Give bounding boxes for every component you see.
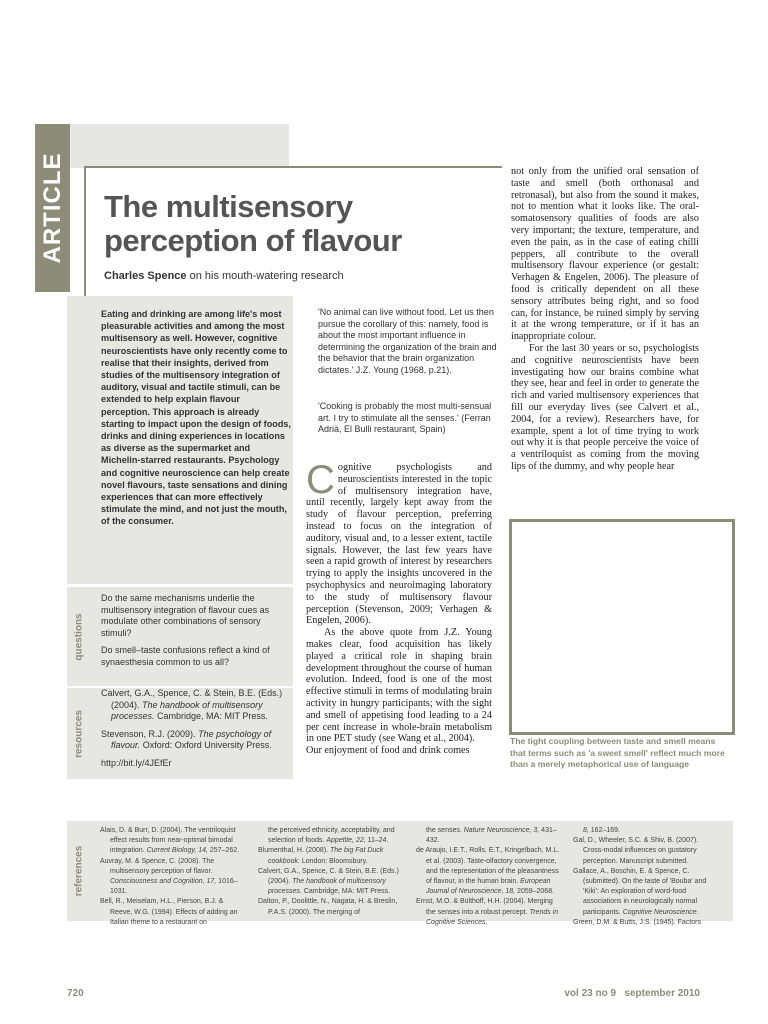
body-paragraph: For the last 30 years or so, psychologists and cognitive neuroscientists have been investigating how our brains combine what they see, hear and feel in order to generate the rich and varied multisensory experiences that fill our everyday lives (see Calvert et al., 2004, for a review). Researchers have, for example, spent a lot of time trying to work out why it is that people perceive the voice of a ventriloquist as coming from the moving lips of the dummy, and why people hear (511, 342, 699, 472)
image-caption: The tight coupling between taste and smell means that terms such as 'a sweet smell' reflect much more than a merely metaphorical use of language (510, 736, 725, 769)
resource-link[interactable]: http://bit.ly/4JEfEr (101, 757, 172, 768)
reference-item: Green, D.M. & Butts, J.S. (1945). Factors (573, 918, 701, 926)
reference-item: the senses. Nature Neuroscience, 3, 431–432. (426, 827, 557, 845)
body-paragraph: not only from the unified oral sensation of taste and smell (both orthonasal and retronasal), but also from the sound it makes, not to mention what it looks like. The oral-somatosensory qualities of foods are also very important; the texture, temperature, and even the pain, as in the case of eating chilli peppers, all contribute to the overall multisensory flavour experience (or gestalt: Verhagen & Engelen, 2006). The pleasure of food is critically dependent on all these sensory attributes being right, and so food can, for instance, be ruined simply by serving it at the wrong temperature, or if it has an inappropriate colour. (511, 166, 699, 343)
resource-item: Stevenson, R.J. (2009). The psychology of flavour. Oxford: Oxford University Press. (101, 728, 272, 750)
questions-label (67, 587, 91, 686)
article-title: The multisensory perception of flavour (104, 189, 402, 258)
body-paragraph: Our enjoyment of food and drink comes (306, 745, 470, 757)
reference-item: the perceived ethnicity, acceptability, and selection of foods. Appetite, 22, 11–24. (268, 827, 395, 845)
reference-item: Gallace, A., Boschin, E. & Spence, C. (submitted). On the taste of 'Bouba' and 'Kiki': An exploration of word-food associations in neurologically normal participants. Cognitive Neuroscience. (573, 867, 707, 916)
questions-label-text: questions (73, 612, 85, 661)
references-column-4 (573, 826, 718, 928)
resources-label (67, 688, 91, 779)
reference-item: de Araujo, I.E.T., Rolls, E.T., Kringelbach, M.L. et al. (2003). Taste-olfactory convergence, and the representation of the pleasantness of flavour, in the human brain. European Journal of Neuroscience, 18, 2059–2068. (416, 847, 560, 896)
references-column-1 (100, 826, 245, 928)
resources-box (67, 688, 293, 779)
byline-author: Charles Spence (104, 270, 187, 282)
header-panel (70, 124, 289, 168)
references-column-2 (258, 826, 403, 918)
references-label-text: references (73, 845, 85, 897)
abstract-panel (67, 296, 293, 584)
reference-item: Blumenthal, H. (2008). The big Fat Duck cookbook. London: Bloomsbury. (258, 847, 384, 865)
references-column-3 (416, 826, 561, 928)
byline-text: on his mouth-watering research (186, 270, 344, 282)
article-section-tab (35, 124, 70, 292)
resources-list (101, 688, 287, 775)
reference-item: 8, 162–169. (583, 827, 620, 834)
resource-item: Calvert, G.A., Spence, C. & Stein, B.E. (Eds.) (2004). The handbook of multisensory processes. Cambridge, MA: MIT Press. (101, 688, 283, 721)
question-item: Do the same mechanisms underlie the multisensory integration of flavour cues as modulate other combinations of sensory stimuli? (101, 593, 270, 638)
reference-item: Auvray, M. & Spence, C. (2008). The multisensory perception of flavor. Consciousness and Cognition, 17, 1016–1031. (100, 857, 238, 896)
drop-cap: C (306, 458, 335, 502)
epigraph-quote: 'No animal can live without food. Let us then pursue the corollary of this: namely, food is about the most important influence in determining the organization of the brain and the behavior that the brain organization dictates.' J.Z. Young (1968, p.21). (318, 307, 497, 375)
references-label (67, 821, 91, 921)
abstract-text: Eating and drinking are among life's most pleasurable activities and among the most multisensory as well. However, cognitive neuroscientists have only recently come to realise that their insights, derived from studies of the multisensory integration of auditory, visual and tactile stimuli, can be extended to help explain flavour perception. This approach is already starting to impact upon the design of foods, drinks and dining experiences in locations as diverse as the supermarket and Michelin-starred restaurants. Psychology and cognitive neuroscience can help create novel flavours, taste sensations and dining experiences that can more effectively stimulate the mind, and not just the mouth, of the consumer. (101, 309, 291, 527)
body-column-1 (306, 458, 492, 757)
reference-item: Dalton, P., Doolittle, N., Nagata, H. & Breslin, P.A.S. (2000). The merging of (258, 898, 398, 916)
body-column-2 (511, 166, 699, 473)
reference-item: Alais, D. & Burr, D. (2004). The ventriloquist effect results from near-optimal bimodal integration. Current Biology, 14, 257–262. (100, 827, 240, 855)
epigraph-quote: 'Cooking is probably the most multi-sensual art. I try to stimulate all the senses.' (Ferran Adrià, El Bulli restaurant, Spain) (318, 401, 492, 434)
resources-label-text: resources (73, 709, 85, 758)
questions-list (101, 593, 287, 674)
issue-info: vol 23 no 9 september 2010 (564, 988, 700, 999)
article-tab-label: ARTICLE (38, 152, 66, 264)
body-paragraph: As the above quote from J.Z. Young makes clear, food acquisition has likely played a critical role in shaping brain development throughout the course of human evolution. Indeed, food is one of the most effective stimuli in terms of modulating brain activity in hungry participants; with the sight and smell of appetising food leading to a 24 per cent increase in whole-brain metabolism in one PET study (see Wang et al., 2004). (306, 627, 492, 745)
body-paragraph: Cognitive psychologists and neuroscientists interested in the topic of multisensory integration have, until recently, largely kept away from the study of flavour perception, preferring instead to focus on the integration of auditory, visual and, to a lesser extent, tactile signals. However, the last few years have seen a rapid growth of interest by researchers trying to apply the insights uncovered in the psychophysics and neuroimaging laboratory to the study of multisensory flavour perception (Stevenson, 2009; Verhagen & Engelen, 2006). (306, 458, 492, 627)
reference-item: Gal, D., Wheeler, S.C. & Shiv, B. (2007). Cross-modal influences on gustatory perception. Manuscript submitted. (573, 837, 699, 865)
questions-box (67, 587, 293, 686)
reference-item: Calvert, G.A., Spence, C. & Stein, B.E. (Eds.) (2004). The handbook of multisensory processes. Cambridge, MA: MIT Press. (258, 867, 399, 896)
question-item: Do smell–taste confusions reflect a kind of synaesthesia common to us all? (101, 645, 270, 667)
page-number: 720 (67, 988, 84, 999)
image-placeholder (509, 519, 735, 735)
reference-item: Bell, R., Meiselam, H.L., Pierson, B.J. & Reeve, W.G. (1994). Effects of adding an Italian theme to a restaurant on (100, 898, 238, 926)
byline (104, 270, 344, 282)
reference-item: Ernst, M.O. & Bülthoff, H.H. (2004). Merging the senses into a robust percept. Trends in Cognitive Sciences, (416, 898, 559, 926)
